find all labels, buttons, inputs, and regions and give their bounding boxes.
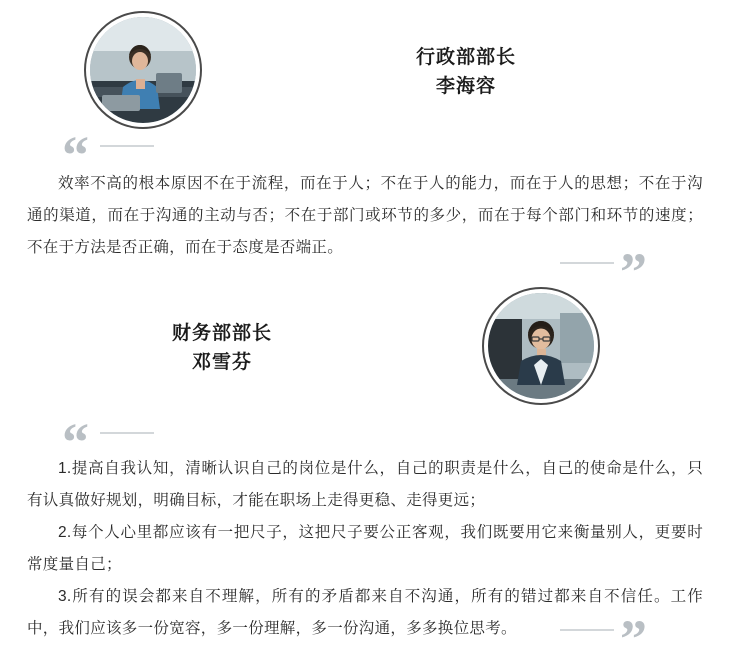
quote-paragraph: 1.提高自我认知，清晰认识自己的岗位是什么，自己的职责是什么，自己的使命是什么，只有认真做好规划，明确目标，才能在职场上走得更稳、走得更远； — [27, 460, 703, 509]
quote-open-icon: “ — [62, 412, 89, 472]
person-block-1 — [0, 12, 730, 132]
person-title: 财务部部长 — [172, 322, 273, 344]
quote-paragraph: 3.所有的误会都来自不理解，所有的矛盾都来自不沟通，所有的错过都来自不信任。工作中，我们应该多一份宽容，多一份理解，多一份沟通，多多换位思考。 — [27, 588, 703, 637]
person-name: 邓雪芬 — [192, 352, 253, 373]
quote-close-icon: ” — [620, 609, 647, 669]
avatar — [482, 287, 604, 409]
quote-block-2 — [27, 453, 703, 645]
person-name: 李海容 — [436, 76, 497, 97]
person-name-block — [172, 319, 272, 378]
avatar — [84, 11, 206, 133]
avatar-ring — [84, 11, 202, 129]
person-name-block — [416, 43, 516, 102]
person-block-2 — [0, 288, 730, 408]
quote-paragraph: 效率不高的根本原因不在于流程，而在于人；不在于人的能力，而在于人的思想；不在于沟通的渠道，而在于沟通的主动与否；不在于部门或环节的多少，而在于每个部门和环节的速度；不在于方法是否正确，而在于态度是否端正。 — [27, 175, 703, 256]
quote-paragraph: 2.每个人心里都应该有一把尺子，这把尺子要公正客观，我们既要用它来衡量别人，更要时常度量自己； — [27, 524, 703, 573]
person-title: 行政部部长 — [416, 46, 517, 68]
quote-close-icon: ” — [620, 242, 647, 302]
quote-rule — [100, 145, 154, 147]
avatar-ring — [482, 287, 600, 405]
quote-rule — [100, 432, 154, 434]
quote-rule — [560, 629, 614, 631]
quote-open-icon: “ — [62, 125, 89, 185]
quote-block-1 — [27, 168, 703, 264]
quote-rule — [560, 262, 614, 264]
